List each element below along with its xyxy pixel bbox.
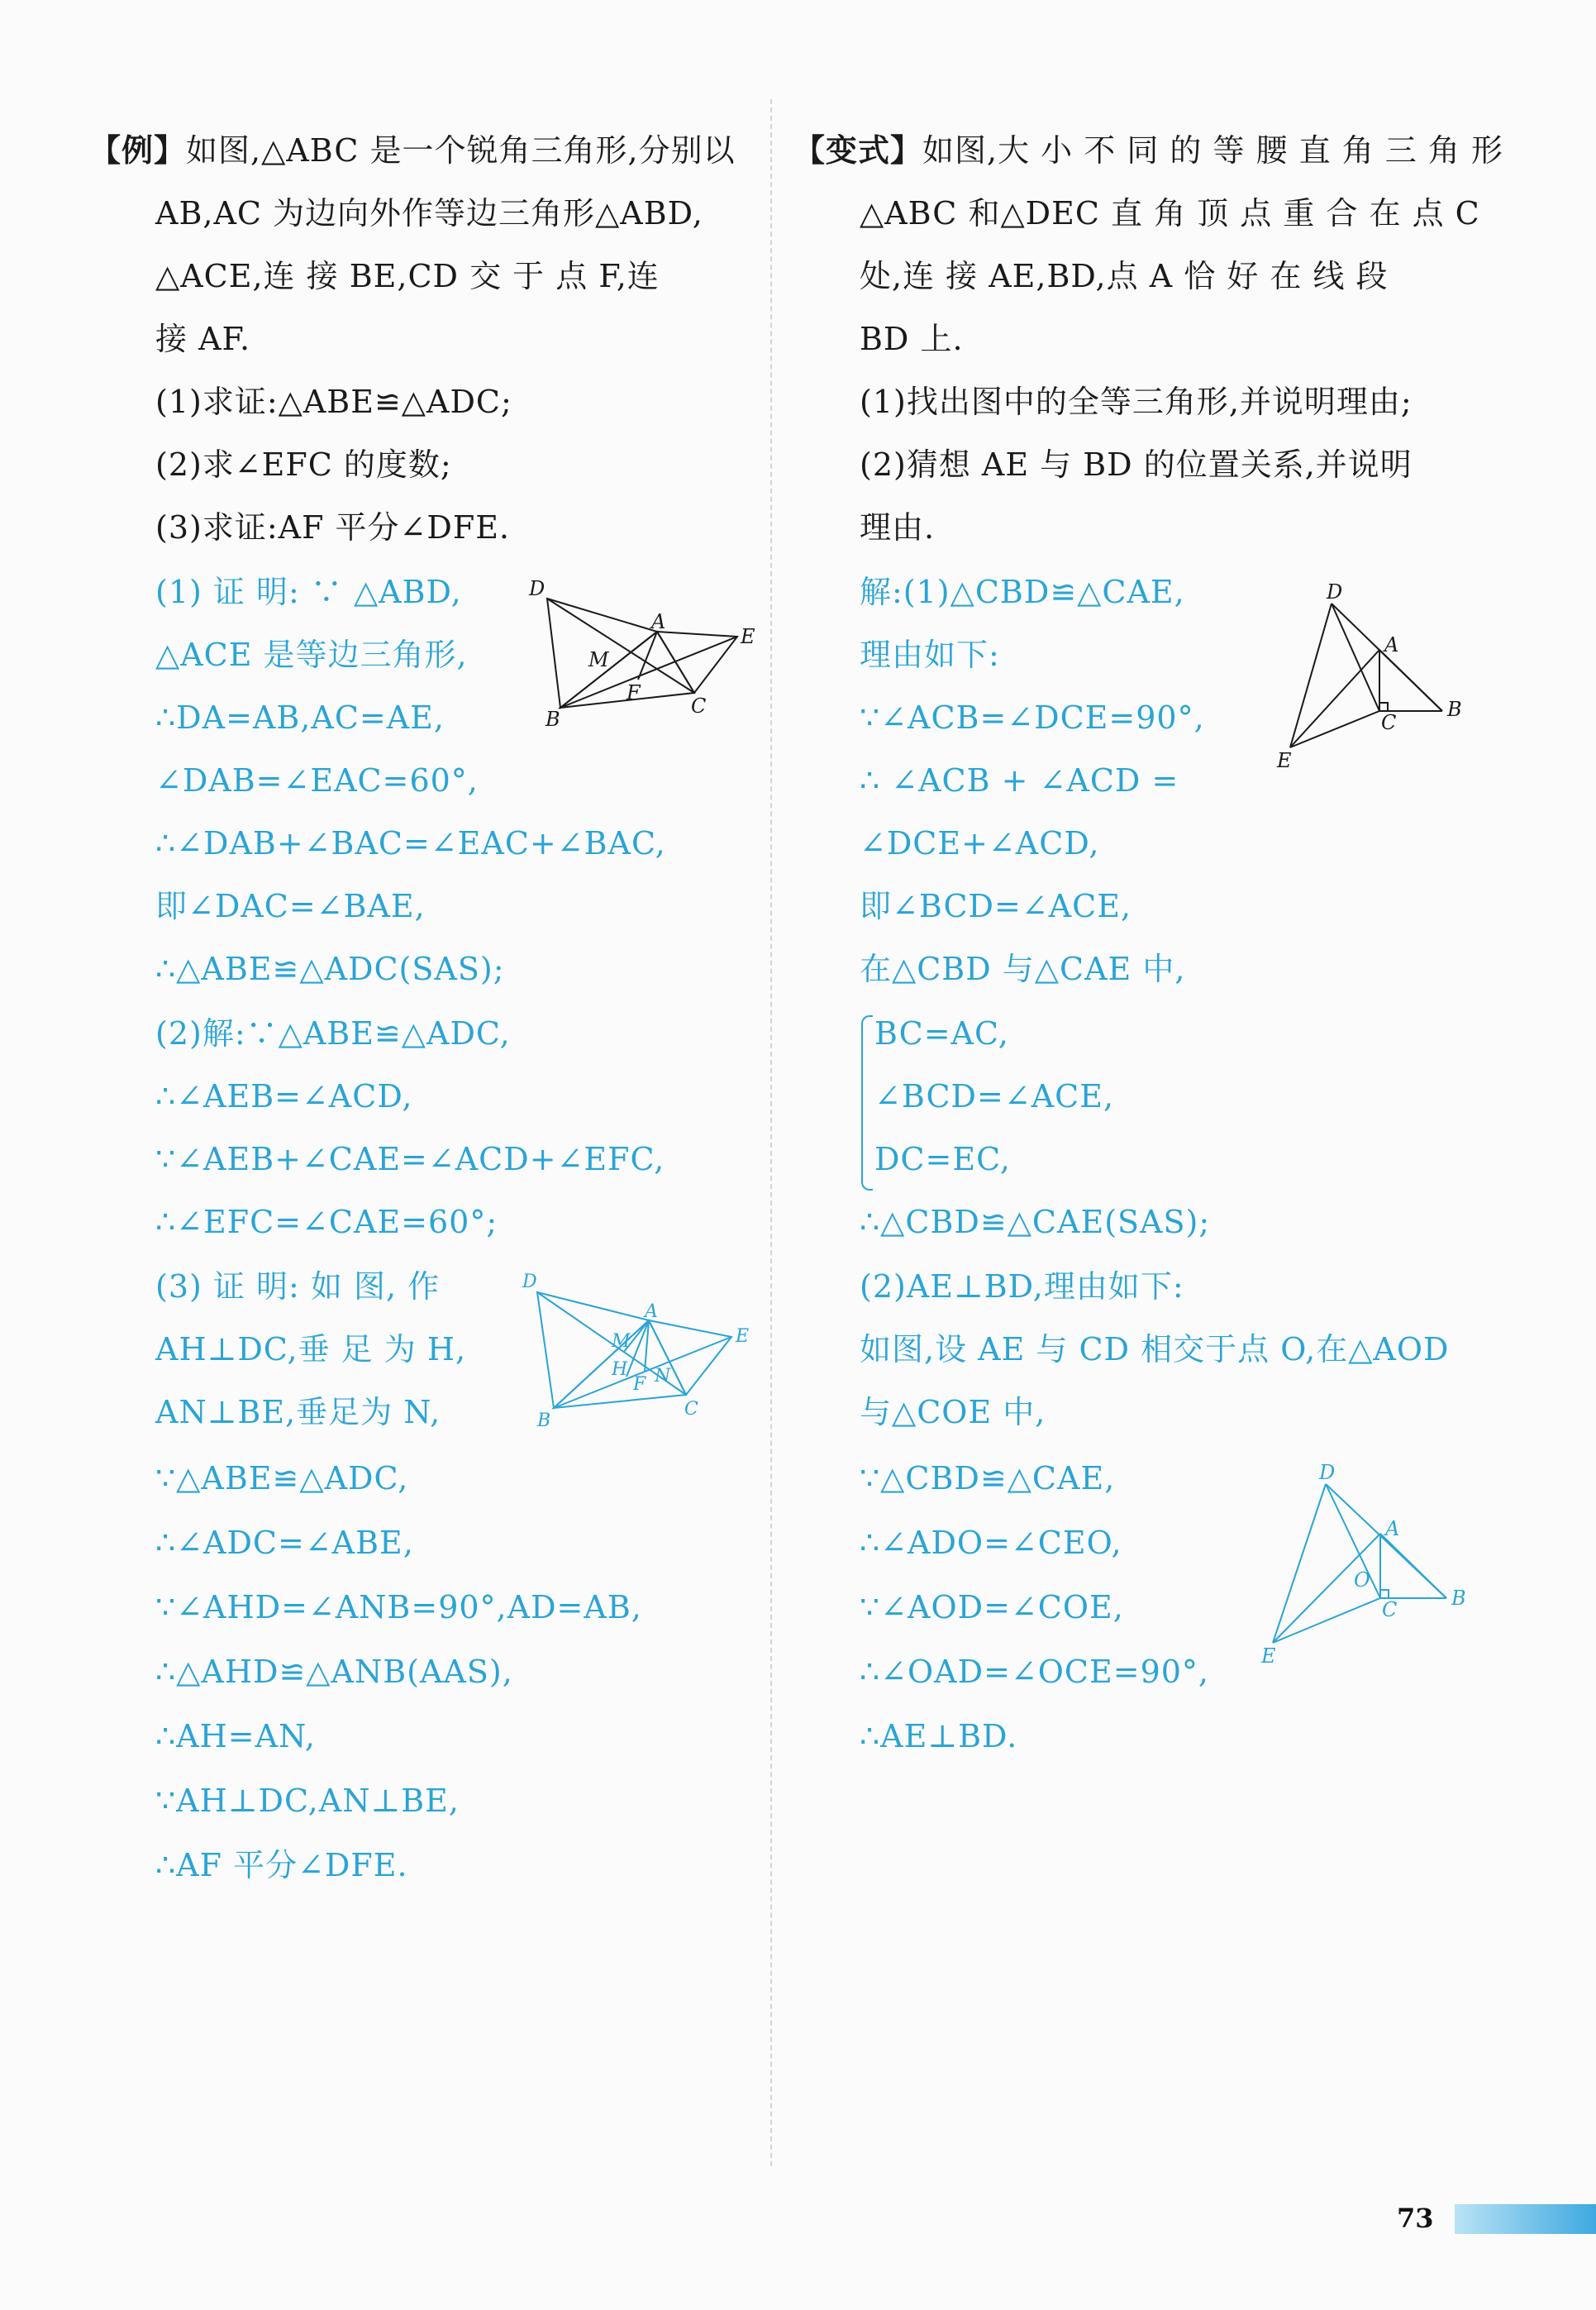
answer-line: ∵△ABE≌△ADC, — [155, 1460, 409, 1496]
answer-line: (2)解:∵△ABE≌△ADC, — [155, 1015, 511, 1052]
label-a: A — [645, 1301, 658, 1322]
answer-line: ∴∠ADO=∠CEO, — [860, 1525, 1122, 1561]
answer-line: DC=EC, — [874, 1141, 1011, 1177]
answer-line: 即∠BCD=∠ACE, — [860, 888, 1132, 924]
question-3: (3)求证:AF 平分∠DFE. — [155, 509, 511, 546]
label-c: C — [684, 1399, 698, 1420]
label-c: C — [1382, 1598, 1398, 1621]
label-e: E — [736, 1326, 750, 1347]
answer-line: ∵∠AHD=∠ANB=90°,AD=AB, — [155, 1589, 642, 1625]
label-a: A — [1385, 1517, 1400, 1540]
label-f: F — [633, 1374, 646, 1395]
label-e: E — [741, 625, 755, 648]
answer-line: ∵AH⊥DC,AN⊥BE, — [155, 1783, 460, 1819]
answer-line: ∵△CBD≌△CAE, — [860, 1460, 1116, 1496]
example-line-1: 【例】如图,△ABC 是一个锐角三角形,分别以 — [89, 131, 736, 169]
example-tag: 【例】 — [89, 131, 187, 169]
answer-line: ∵∠AOD=∠COE, — [860, 1589, 1124, 1625]
page-number-bar — [1455, 2204, 1596, 2234]
question-2: (2)求∠EFC 的度数; — [155, 446, 452, 483]
variant-line-2: △ABC 和△DEC 直 角 顶 点 重 合 在 点 C — [860, 195, 1480, 231]
figure-example-triangles — [521, 570, 769, 736]
label-d: D — [529, 577, 545, 600]
label-m: M — [588, 648, 609, 671]
example-line-4: 接 AF. — [155, 321, 251, 357]
label-a: A — [651, 610, 666, 633]
label-b: B — [1447, 698, 1462, 721]
label-n: N — [655, 1366, 671, 1386]
answer-line: ∴DA=AB,AC=AE, — [155, 699, 445, 736]
variant-question-2: (2)猜想 AE 与 BD 的位置关系,并说明 — [860, 446, 1413, 483]
equation-brace — [861, 1015, 873, 1191]
column-divider — [770, 99, 772, 2166]
label-e: E — [1261, 1644, 1276, 1668]
figure-variant-triangles — [1269, 579, 1475, 777]
variant-question-2-cont: 理由. — [860, 509, 936, 546]
answer-line: ∴△AHD≌△ANB(AAS), — [155, 1654, 513, 1690]
answer-line: ∠DAB=∠EAC=60°, — [155, 762, 479, 799]
answer-line: ∠DCE+∠ACD, — [860, 825, 1100, 861]
label-a: A — [1384, 633, 1399, 656]
answer-line: ∴AF 平分∠DFE. — [155, 1847, 408, 1883]
question-1: (1)求证:△ABE≌△ADC; — [155, 384, 512, 420]
answer-line: ∴∠EFC=∠CAE=60°; — [155, 1204, 498, 1240]
answer-line: (1) 证 明: ∵ △ABD, — [155, 574, 462, 610]
label-b: B — [545, 708, 560, 731]
answer-line: ∴△CBD≌△CAE(SAS); — [860, 1204, 1211, 1240]
label-d: D — [1319, 1461, 1336, 1484]
answer-line: AH⊥DC,垂 足 为 H, — [155, 1331, 467, 1367]
answer-line: 在△CBD 与△CAE 中, — [860, 951, 1186, 987]
figure-variant-proof — [1256, 1459, 1479, 1691]
answer-line: ∴∠AEB=∠ACD, — [155, 1078, 413, 1114]
label-d: D — [1327, 580, 1343, 604]
answer-line: ∵∠ACB=∠DCE=90°, — [860, 699, 1205, 736]
answer-line: AN⊥BE,垂足为 N, — [155, 1394, 441, 1430]
variant-question-1: (1)找出图中的全等三角形,并说明理由; — [860, 384, 1413, 420]
label-c: C — [1381, 711, 1397, 734]
label-b: B — [537, 1410, 551, 1431]
label-e: E — [1277, 749, 1292, 772]
answer-line: ∴∠ADC=∠ABE, — [155, 1525, 414, 1561]
variant-line-4: BD 上. — [860, 321, 964, 357]
answer-line: (3) 证 明: 如 图, 作 — [155, 1268, 441, 1305]
answer-line: ∴AE⊥BD. — [860, 1718, 1018, 1754]
example-line-2: AB,AC 为边向外作等边三角形△ABD, — [155, 195, 703, 231]
answer-line: ∴∠OAD=∠OCE=90°, — [860, 1654, 1209, 1690]
answer-line: △ACE 是等边三角形, — [155, 637, 468, 673]
label-d: D — [522, 1272, 537, 1292]
answer-line: ∴AH=AN, — [155, 1718, 316, 1754]
answer-line: ∴∠DAB+∠BAC=∠EAC+∠BAC, — [155, 825, 666, 861]
answer-line: 即∠DAC=∠BAE, — [155, 888, 426, 924]
answer-line: ∴ ∠ACB + ∠ACD = — [860, 762, 1179, 799]
variant-line-1: 【变式】如图,大 小 不 同 的 等 腰 直 角 三 角 形 — [793, 131, 1503, 169]
label-b: B — [1451, 1587, 1466, 1610]
answer-line: 解:(1)△CBD≌△CAE, — [860, 574, 1185, 610]
answer-line: ∴△ABE≌△ADC(SAS); — [155, 951, 505, 987]
label-m: M — [612, 1331, 631, 1352]
label-f: F — [626, 681, 641, 704]
figure-proof-triangles — [521, 1269, 769, 1434]
answer-line: (2)AE⊥BD,理由如下: — [860, 1268, 1184, 1305]
answer-line: 如图,设 AE 与 CD 相交于点 O,在△AOD — [860, 1331, 1450, 1367]
variant-line-3: 处,连 接 AE,BD,点 A 恰 好 在 线 段 — [860, 258, 1389, 294]
page-number: 73 — [1397, 2203, 1434, 2234]
answer-line: ∵∠AEB+∠CAE=∠ACD+∠EFC, — [155, 1141, 665, 1177]
example-line-3: △ACE,连 接 BE,CD 交 于 点 F,连 — [155, 258, 660, 294]
variant-tag: 【变式】 — [793, 131, 923, 169]
label-o: O — [1354, 1568, 1370, 1592]
answer-line: BC=AC, — [874, 1015, 1009, 1052]
answer-line: 与△COE 中, — [860, 1394, 1046, 1430]
label-h: H — [612, 1359, 628, 1380]
label-c: C — [691, 694, 707, 718]
answer-line: ∠BCD=∠ACE, — [874, 1078, 1115, 1114]
answer-line: 理由如下: — [860, 637, 1000, 673]
